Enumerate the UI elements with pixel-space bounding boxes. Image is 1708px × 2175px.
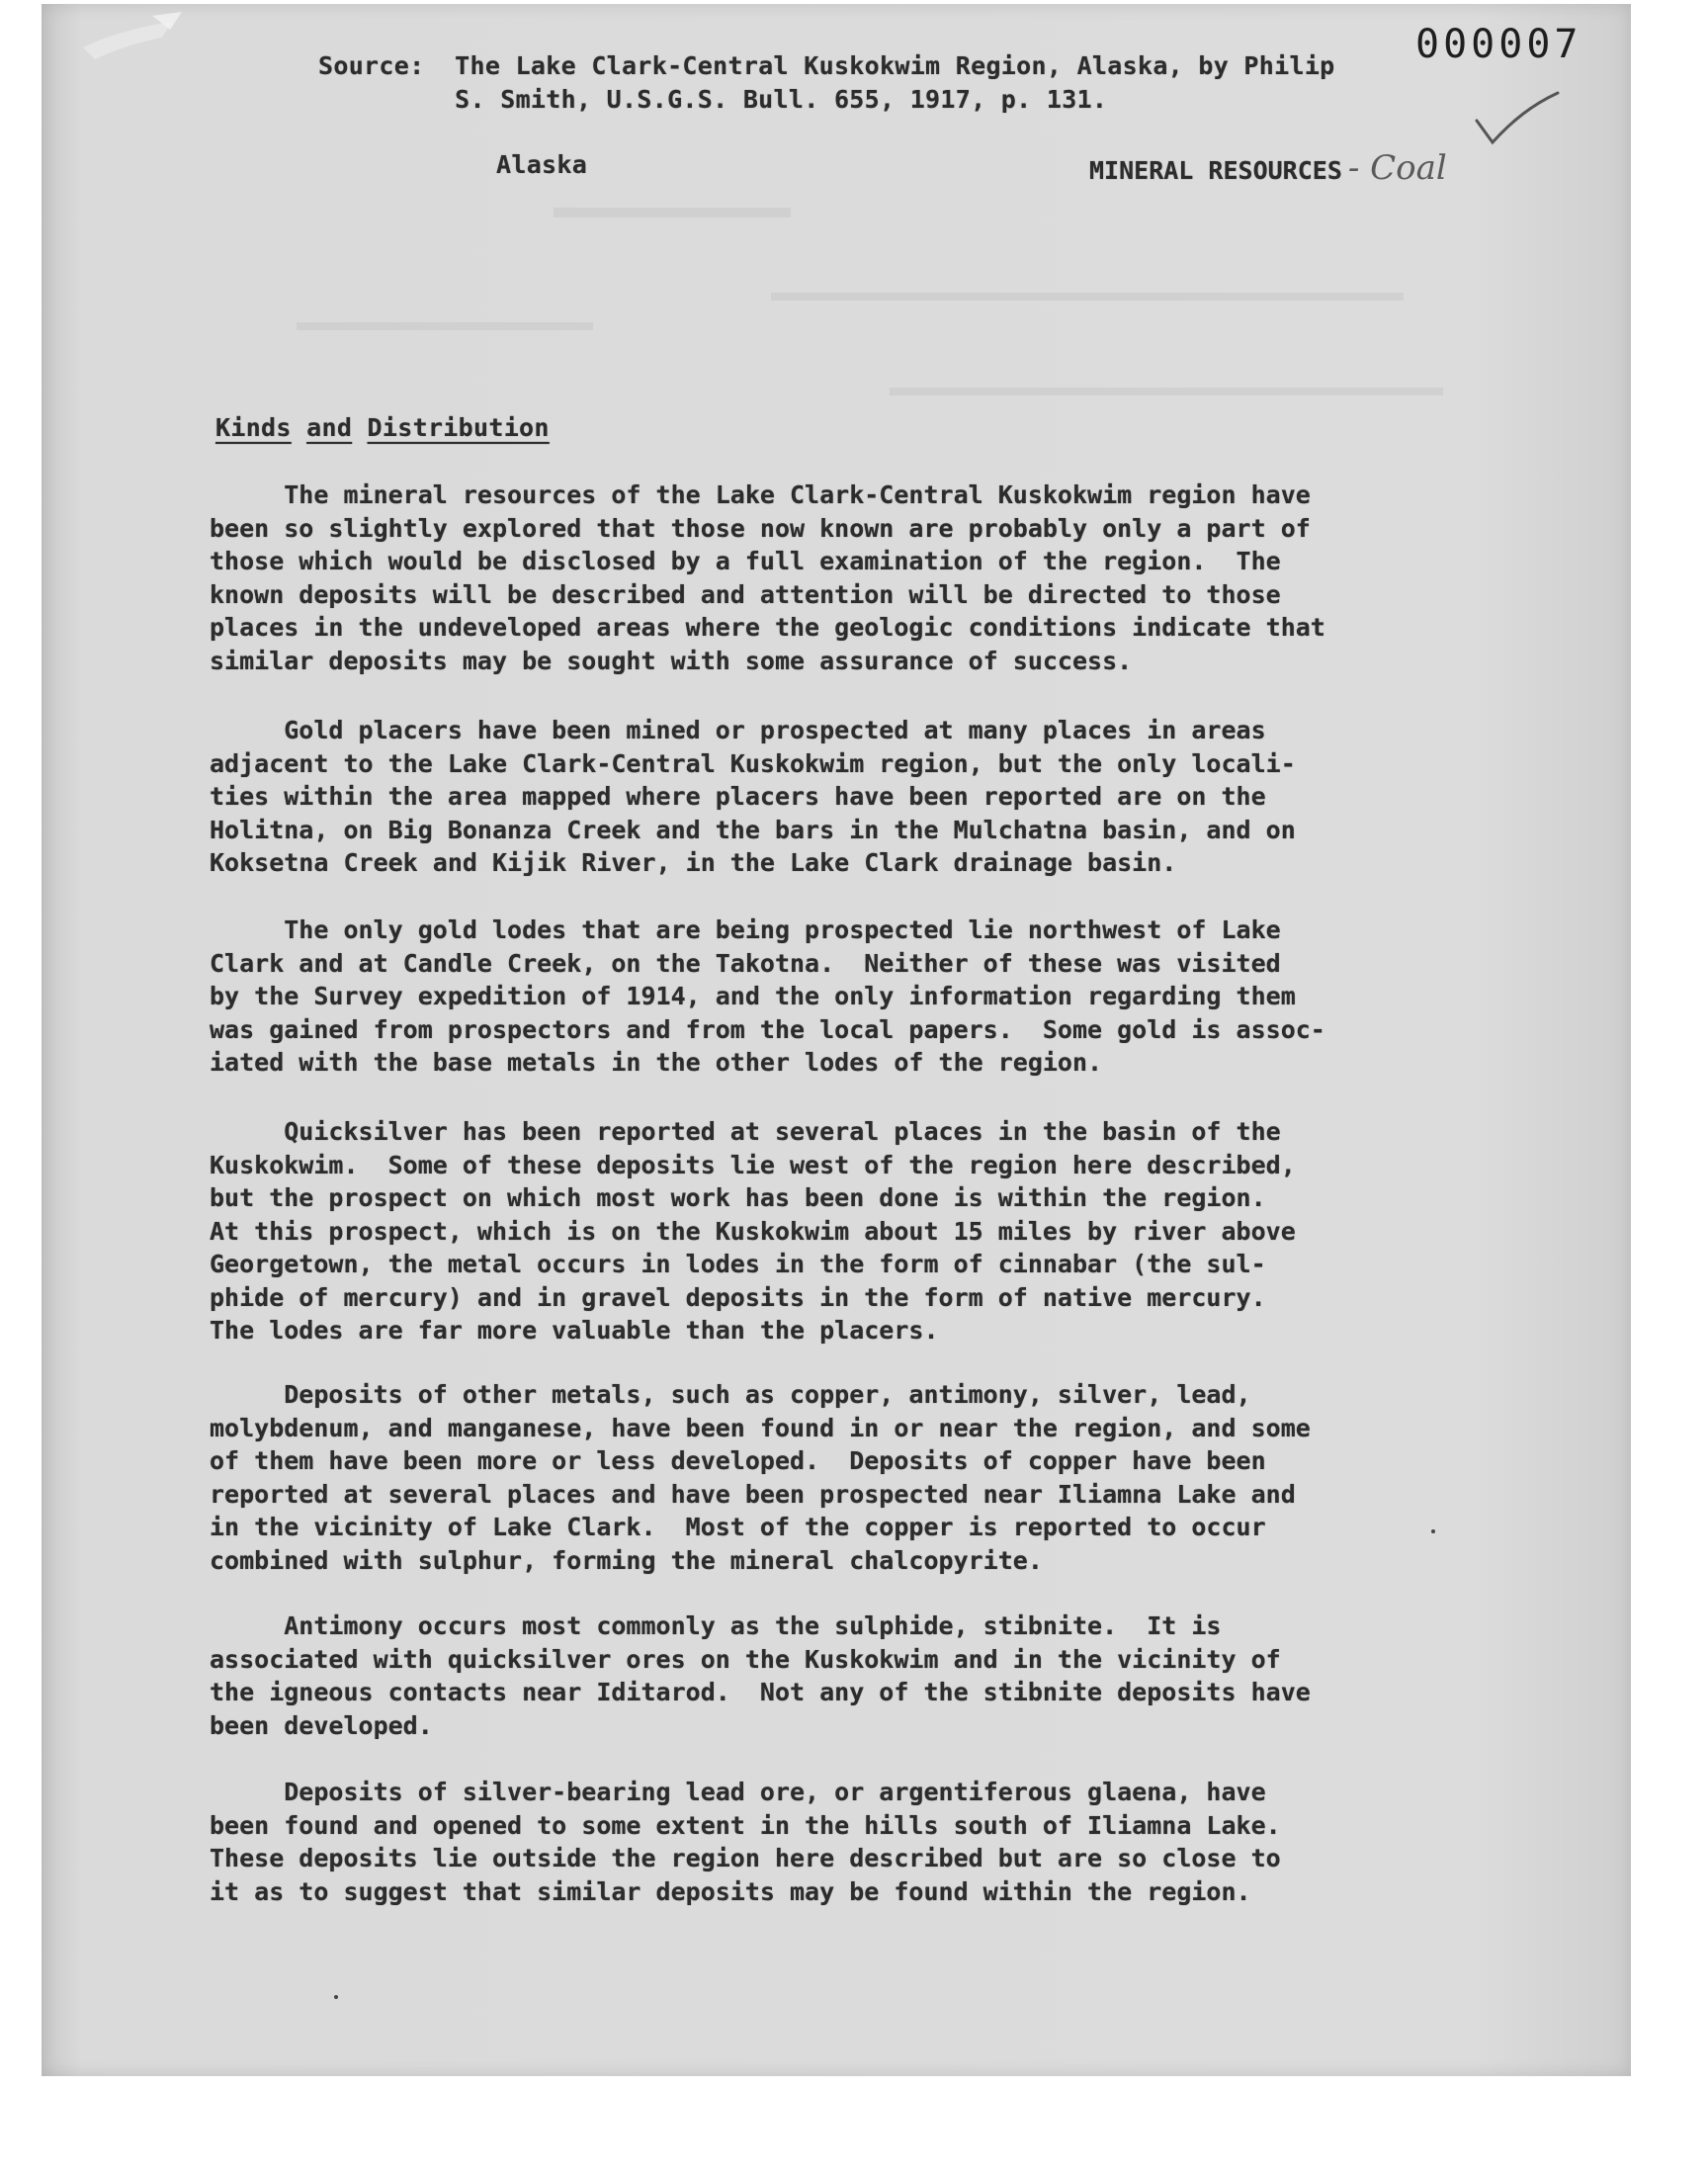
text-line: those which would be disclosed by a full examination of the region. The	[210, 547, 1281, 575]
text-line: was gained from prospectors and from the local papers. Some gold is assoc-	[210, 1014, 1325, 1044]
text-line: Koksetna Creek and Kijik River, in the Lake Clark drainage basin.	[210, 848, 1177, 877]
region-label: Alaska	[496, 150, 588, 179]
text-line: places in the undeveloped areas where the geologic conditions indicate that	[210, 613, 1325, 642]
text-line: been found and opened to some extent in the hills south of Iliamna Lake.	[210, 1810, 1281, 1840]
category-text: MINERAL RESOURCES	[1089, 156, 1342, 185]
category-label	[1089, 148, 1447, 188]
section-heading	[215, 413, 550, 442]
paragraph-silver-lead	[210, 1776, 1494, 1908]
bleed-through-mark	[554, 208, 791, 218]
heading-word: Distribution	[367, 413, 550, 442]
heading-word: and	[306, 413, 353, 442]
paragraph-quicksilver	[210, 1115, 1494, 1348]
text-line: The mineral resources of the Lake Clark-Central Kuskokwim region have	[210, 480, 1311, 509]
text-line: the igneous contacts near Iditarod. Not any of the stibnite deposits have	[210, 1678, 1311, 1706]
ink-speck	[1431, 1529, 1435, 1533]
paragraph-overview	[210, 478, 1494, 677]
text-line: iated with the base metals in the other lodes of the region.	[210, 1048, 1103, 1077]
heading-word: Kinds	[215, 413, 292, 442]
text-line: been developed.	[210, 1710, 433, 1740]
text-line: At this prospect, which is on the Kuskokwim about 15 miles by river above	[210, 1216, 1296, 1246]
text-line: reported at several places and have been prospected near Iliamna Lake and	[210, 1479, 1296, 1509]
document-number: 000007	[1415, 22, 1582, 67]
text-line: ties within the area mapped where placers have been reported are on the	[210, 782, 1266, 811]
paragraph-gold-placers	[210, 714, 1494, 880]
text-line: known deposits will be described and attention will be directed to those	[210, 579, 1281, 609]
text-line: The lodes are far more valuable than the placers.	[210, 1316, 939, 1345]
text-line: Holitna, on Big Bonanza Creek and the bars in the Mulchatna basin, and on	[210, 815, 1296, 844]
text-line: Deposits of silver-bearing lead ore, or argentiferous glaena, have	[210, 1778, 1266, 1806]
paragraph-gold-lodes	[210, 914, 1494, 1080]
text-line: Gold placers have been mined or prospected at many places in areas	[210, 716, 1266, 744]
text-line: similar deposits may be sought with some assurance of success.	[210, 646, 1133, 675]
handwritten-checkmark-icon	[1463, 91, 1562, 150]
text-line: Georgetown, the metal occurs in lodes in the form of cinnabar (the sul-	[210, 1250, 1266, 1278]
text-line: The only gold lodes that are being prospected lie northwest of Lake	[210, 915, 1281, 944]
text-line: Kuskokwim. Some of these deposits lie west of the region here described,	[210, 1150, 1296, 1179]
text-line: been so slightly explored that those now known are probably only a part of	[210, 513, 1311, 543]
bleed-through-mark	[771, 293, 1404, 301]
text-line: combined with sulphur, forming the mineral chalcopyrite.	[210, 1545, 1043, 1575]
ink-speck	[334, 1995, 338, 1999]
bleed-through-mark	[297, 322, 593, 330]
text-line: Deposits of other metals, such as copper, antimony, silver, lead,	[210, 1380, 1251, 1409]
text-line: but the prospect on which most work has been done is within the region.	[210, 1183, 1266, 1212]
paragraph-other-metals	[210, 1378, 1494, 1577]
text-line: adjacent to the Lake Clark-Central Kuskokwim region, but the only locali-	[210, 748, 1296, 778]
handwritten-note: - Coal	[1347, 148, 1447, 188]
text-line: associated with quicksilver ores on the Kuskokwim and in the vicinity of	[210, 1644, 1281, 1674]
text-line: Quicksilver has been reported at several places in the basin of the	[210, 1117, 1281, 1146]
text-line: molybdenum, and manganese, have been found in or near the region, and some	[210, 1413, 1311, 1442]
text-line: of them have been more or less developed. Deposits of copper have been	[210, 1446, 1266, 1475]
text-line: Clark and at Candle Creek, on the Takotna. Neither of these was visited	[210, 948, 1281, 978]
paper-corner-smudge	[43, 8, 192, 77]
text-line: by the Survey expedition of 1914, and the only information regarding them	[210, 982, 1296, 1010]
text-line: Antimony occurs most commonly as the sulphide, stibnite. It is	[210, 1611, 1222, 1640]
text-line: phide of mercury) and in gravel deposits in the form of native mercury.	[210, 1282, 1266, 1312]
paragraph-antimony	[210, 1610, 1494, 1742]
text-line: it as to suggest that similar deposits may be found within the region.	[210, 1876, 1251, 1906]
bleed-through-mark	[890, 388, 1443, 395]
source-citation	[318, 49, 1335, 117]
text-line: in the vicinity of Lake Clark. Most of the copper is reported to occur	[210, 1513, 1266, 1541]
source-line-2: S. Smith, U.S.G.S. Bull. 655, 1917, p. 131.	[318, 85, 1108, 114]
text-line: These deposits lie outside the region here described but are so close to	[210, 1844, 1281, 1872]
source-line-1: Source: The Lake Clark-Central Kuskokwim Region, Alaska, by Philip	[318, 51, 1335, 80]
